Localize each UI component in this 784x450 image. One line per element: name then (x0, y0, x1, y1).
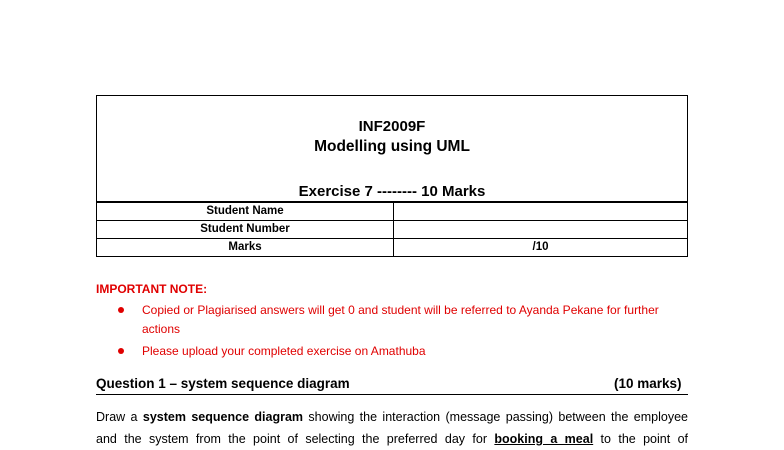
student-number-value (394, 221, 688, 239)
text-run: and the system from the point of selecting the preferred day for (96, 432, 495, 446)
table-row (97, 203, 688, 221)
text-run: Draw a (96, 410, 143, 424)
question-line (96, 428, 688, 450)
note-text: Please upload your completed exercise on Amathuba (142, 344, 426, 358)
marks-value: /10 (394, 239, 688, 257)
bold-term: booking a meal (494, 432, 594, 446)
table-row (97, 239, 688, 257)
marks-label: Marks (97, 239, 394, 257)
student-name-label: Student Name (97, 203, 394, 221)
text-run: showing the interaction (message passing) between the employee (303, 410, 688, 424)
module-title: Modelling using UML (314, 138, 470, 155)
document-header-box (96, 95, 688, 202)
question-marks: (10 marks) (614, 376, 682, 391)
important-note-list (96, 301, 696, 364)
question-body (96, 406, 688, 450)
student-info-table (96, 202, 688, 257)
question-title: Question 1 – system sequence diagram (96, 376, 350, 391)
bold-term: system sequence diagram (142, 410, 304, 424)
student-name-value (394, 203, 688, 221)
table-row (97, 221, 688, 239)
list-item (96, 342, 696, 361)
student-number-label: Student Number (97, 221, 394, 239)
important-note-title: IMPORTANT NOTE: (96, 282, 208, 296)
bullet-icon (118, 348, 124, 354)
note-text: Copied or Plagiarised answers will get 0 and student will be referred to Ayanda Pekane for further actions (142, 303, 659, 336)
exercise-title: Exercise 7 -------- 10 Marks (298, 183, 486, 200)
list-item (96, 301, 696, 339)
question-line (96, 406, 688, 428)
text-run: to the point of (593, 432, 688, 446)
bullet-icon (118, 307, 124, 313)
course-code: INF2009F (358, 118, 426, 135)
question-underline (96, 394, 688, 395)
